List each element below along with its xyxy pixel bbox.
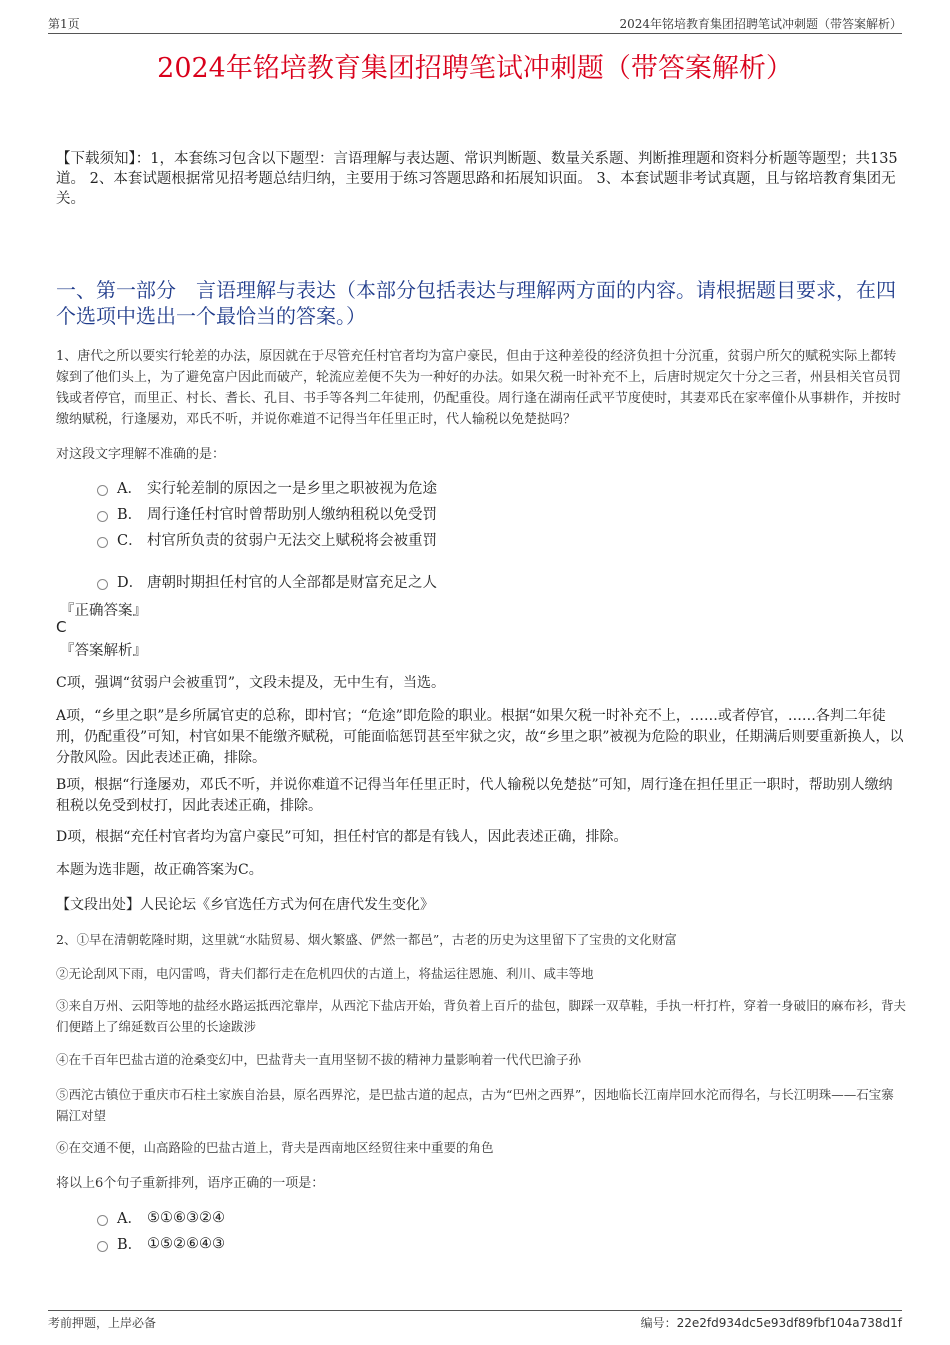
option-text: 唐朝时期担任村官的人全部都是财富充足之人 xyxy=(147,575,437,591)
explanation-b: B项，根据“行逢屡劝，邓氏不听，并说你难道不记得当年任里正时，代人输税以免楚挞”可知，周行逢在担任里正一职时，帮助别人缴纳租税以免受到杖打，因此表述正确，排除。 xyxy=(56,777,893,814)
footer-divider xyxy=(48,1310,902,1311)
explanation-d: D项，根据“充任村官者均为富户豪民”可知，担任村官的都是有钱人，因此表述正确，排除。 xyxy=(56,829,628,845)
question-2-sentence-4: ④在千百年巴盐古道的沧桑变幻中，巴盐背夫一直用坚韧不拔的精神力量影响着一代代巴渝子孙 xyxy=(56,1052,582,1067)
question-2-sentence-6: ⑥在交通不便，山高路险的巴盐古道上，背夫是西南地区经贸往来中重要的角色 xyxy=(56,1140,494,1155)
radio-icon[interactable] xyxy=(97,485,108,496)
option-text: 周行逢任村官时曾帮助别人缴纳租税以免受罚 xyxy=(147,507,437,523)
radio-icon[interactable] xyxy=(97,511,108,522)
option-text: 村官所负责的贫弱户无法交上赋税将会被重罚 xyxy=(147,533,437,549)
question-1-option-d[interactable]: D． 唐朝时期担任村官的人全部都是财富充足之人 xyxy=(97,571,437,592)
radio-icon[interactable] xyxy=(97,1241,108,1252)
footer-code: 编号：22e2fd934dc5e93df89fbf104a738d1f xyxy=(640,1316,902,1330)
option-text: 实行轮差制的原因之一是乡里之职被视为危途 xyxy=(147,481,437,497)
download-notice: 【下载须知】：1，本套练习包含以下题型：言语理解与表达题、常识判断题、数量关系题、判断推理题和资料分析题等题型；共135道。 2、本套试题根据常见招考题总结归纳，主要用于练习答题思路和拓展知识面。 3、本套试题非考试真题，且与铭培教育集团无关。 xyxy=(56,151,898,207)
answer-value: C xyxy=(56,618,67,636)
question-2-sentence-2: ②无论刮风下雨，电闪雷鸣，背夫们都行走在危机四伏的古道上，将盐运往恩施、利川、咸丰等地 xyxy=(56,966,594,981)
explanation-c: C项，强调“贫弱户会被重罚”，文段未提及，无中生有，当选。 xyxy=(56,675,446,691)
question-2-sentence-3: ③来自万州、云阳等地的盐经水路运抵西沱靠岸，从西沱下盐店开始，背负着上百斤的盐包，脚踩一双草鞋，手执一杆打杵，穿着一身破旧的麻布衫，背夫们便踏上了绵延数百公里的长途跋涉 xyxy=(56,998,907,1034)
option-text: ①⑤②⑥④③ xyxy=(147,1235,225,1252)
question-2-option-b[interactable]: B． ①⑤②⑥④③ xyxy=(97,1233,225,1254)
question-1-option-c[interactable]: C． 村官所负责的贫弱户无法交上赋税将会被重罚 xyxy=(97,529,437,550)
question-2-sentence-1: 2、①早在清朝乾隆时期，这里就“水陆贸易、烟火繁盛、俨然一都邑”，古老的历史为这里留下了宝贵的文化财富 xyxy=(56,932,677,947)
header-divider xyxy=(48,33,902,34)
question-2-sentence-5: ⑤西沱古镇位于重庆市石柱土家族自治县，原名西界沱，是巴盐古道的起点，古为“巴州之西界”，因地临长江南岸回水沱而得名，与长江明珠——石宝寨隔江对望 xyxy=(56,1087,894,1123)
explanation-a: A项，“乡里之职”是乡所属官吏的总称，即村官；“危途”即危险的职业。根据“如果欠税一时补充不上，……或者停官，……各判二年徒刑，仍配重役”可知，村官如果不能缴齐赋税，可能面临惩罚甚至牢狱之灾，故“乡里之职”被视为危险的职业，任期满后则要重新换人，以分散风险。因此表述正确，排除。 xyxy=(56,708,904,766)
radio-icon[interactable] xyxy=(97,579,108,590)
question-2-prompt: 将以上6个句子重新排列，语序正确的一项是： xyxy=(56,1176,325,1191)
option-text: ⑤①⑥③②④ xyxy=(147,1209,225,1226)
analysis-label: 『答案解析』 xyxy=(60,643,147,659)
question-1-option-a[interactable]: A． 实行轮差制的原因之一是乡里之职被视为危途 xyxy=(97,477,437,498)
page-header xyxy=(48,15,902,33)
radio-icon[interactable] xyxy=(97,537,108,548)
footer-slogan: 考前押题，上岸必备 xyxy=(48,1316,157,1330)
header-doc-title: 2024年铭培教育集团招聘笔试冲刺题（带答案解析） xyxy=(619,17,902,31)
explanation-conclusion: 本题为选非题，故正确答案为C。 xyxy=(56,862,263,878)
question-1-stem: 1、唐代之所以要实行轮差的办法，原因就在于尽管充任村官者均为富户豪民，但由于这种差役的经济负担十分沉重，贫弱户所欠的赋税实际上都转嫁到了他们头上，为了避免富户因此而破产，轮流应差便不失为一种好的办法。如果欠税一时补充不上，后唐时规定欠十分之三者，州县相关官员罚钱或者停官，而里正、村长、耆长、孔目、书手等各判二年徒刑，仍配重役。周行逢在湖南任武平节度使时，其妻邓氏在家率僮仆从事耕作，并按时缴纳赋税，行逢屡劝，邓氏不听，并说你难道不记得当年任里正时，代人输税以免楚挞吗？ xyxy=(56,349,902,427)
passage-source: 【文段出处】人民论坛《乡官选任方式为何在唐代发生变化》 xyxy=(56,897,434,913)
question-1-option-b[interactable]: B． 周行逢任村官时曾帮助别人缴纳租税以免受罚 xyxy=(97,503,437,524)
radio-icon[interactable] xyxy=(97,1215,108,1226)
answer-label: 『正确答案』 xyxy=(60,603,147,619)
section-heading: 一、第一部分 言语理解与表达（本部分包括表达与理解两方面的内容。请根据题目要求，在四个选项中选出一个最恰当的答案。） xyxy=(56,278,896,328)
question-2-option-a[interactable]: A． ⑤①⑥③②④ xyxy=(97,1207,225,1228)
page-number: 第1页 xyxy=(48,17,80,31)
document-title: 2024年铭培教育集团招聘笔试冲刺题（带答案解析） xyxy=(157,53,793,84)
question-1-prompt: 对这段文字理解不准确的是： xyxy=(56,447,226,462)
